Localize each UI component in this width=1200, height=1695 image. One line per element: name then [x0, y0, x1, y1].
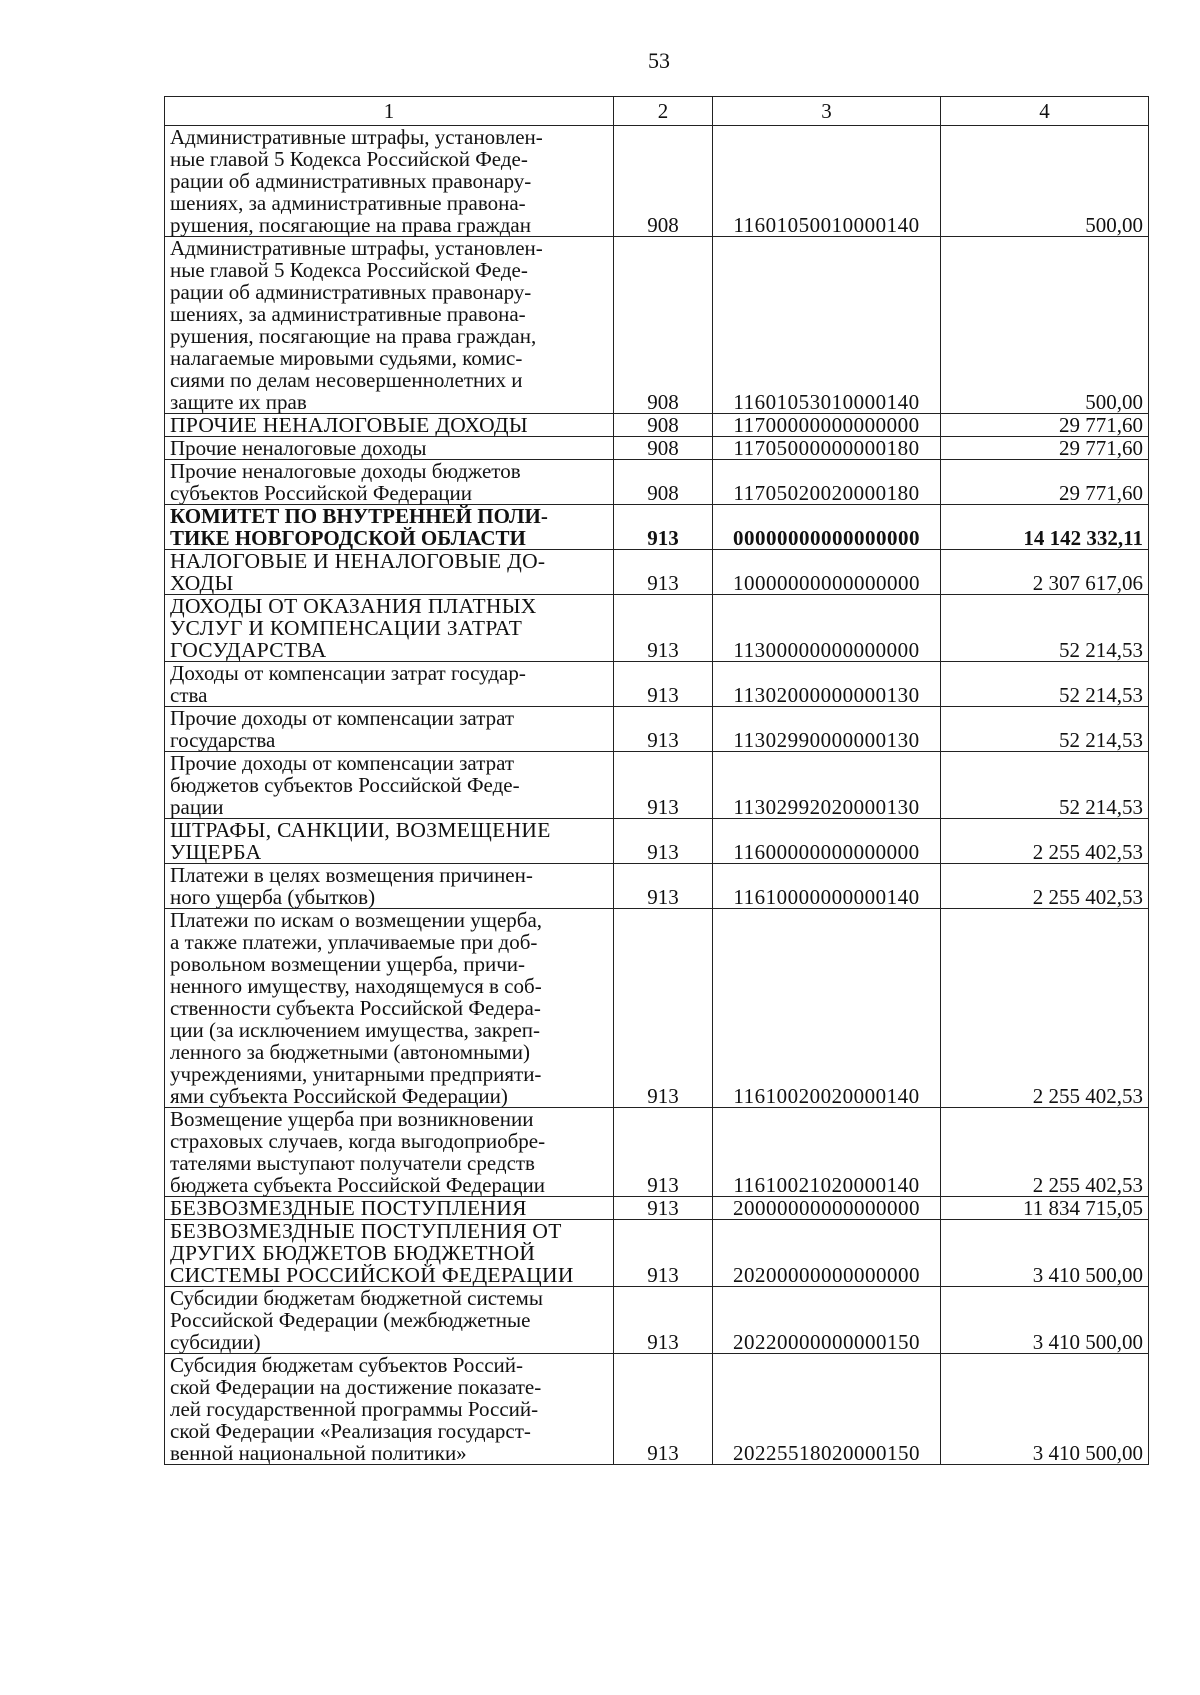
row-name-cell: Прочие доходы от компенсации затрат государства — [165, 707, 614, 752]
row-name-cell: Административные штрафы, установлен- ные главой 5 Кодекса Российской Феде- рации об административных правонару- шениях, за административные правона- рушения, посягающие на права граждан — [165, 126, 614, 237]
row-name-cell: ДОХОДЫ ОТ ОКАЗАНИЯ ПЛАТНЫХ УСЛУГ И КОМПЕНСАЦИИ ЗАТРАТ ГОСУДАРСТВА — [165, 595, 614, 662]
row-name-cell: НАЛОГОВЫЕ И НЕНАЛОГОВЫЕ ДО- ХОДЫ — [165, 550, 614, 595]
row-admin-code-cell: 908 — [614, 460, 713, 505]
row-classification-code-cell: 11601050010000140 — [713, 126, 941, 237]
row-name-cell: Платежи в целях возмещения причинен- ного ущерба (убытков) — [165, 864, 614, 909]
row-name-cell: Платежи по искам о возмещении ущерба, а также платежи, уплачиваемые при доб- ровольном возмещении ущерба, причи- ненного имуществу, находящемуся в соб- ственности субъекта Российской Федера- ции (за исключением имущества, закреп- ленного за бюджетными (автономными) учреждениями, унитарными предприяти- ями субъекта Российской Федерации) — [165, 909, 614, 1108]
table-body — [165, 126, 1149, 1465]
table-row — [165, 662, 1149, 707]
table-row — [165, 414, 1149, 437]
row-classification-code-cell: 11705020020000180 — [713, 460, 941, 505]
row-name-cell: БЕЗВОЗМЕЗДНЫЕ ПОСТУПЛЕНИЯ — [165, 1197, 614, 1220]
row-classification-code-cell: 11700000000000000 — [713, 414, 941, 437]
row-admin-code-cell: 913 — [614, 1287, 713, 1354]
row-classification-code-cell: 11601053010000140 — [713, 237, 941, 414]
row-name-cell: Доходы от компенсации затрат государ- ства — [165, 662, 614, 707]
row-name-cell: Прочие неналоговые доходы — [165, 437, 614, 460]
row-amount-cell: 2 255 402,53 — [941, 1108, 1149, 1197]
row-name-cell: КОМИТЕТ ПО ВНУТРЕННЕЙ ПОЛИ- ТИКЕ НОВГОРОДСКОЙ ОБЛАСТИ — [165, 505, 614, 550]
table-row — [165, 460, 1149, 505]
table-row — [165, 550, 1149, 595]
row-amount-cell: 2 307 617,06 — [941, 550, 1149, 595]
row-classification-code-cell: 10000000000000000 — [713, 550, 941, 595]
row-admin-code-cell: 913 — [614, 752, 713, 819]
row-classification-code-cell: 11610021020000140 — [713, 1108, 941, 1197]
row-admin-code-cell: 913 — [614, 595, 713, 662]
row-admin-code-cell: 913 — [614, 505, 713, 550]
table-row — [165, 595, 1149, 662]
revenue-table — [164, 96, 1149, 1465]
table-row — [165, 819, 1149, 864]
row-admin-code-cell: 913 — [614, 550, 713, 595]
row-admin-code-cell: 913 — [614, 662, 713, 707]
table-row — [165, 1197, 1149, 1220]
row-admin-code-cell: 913 — [614, 1197, 713, 1220]
row-classification-code-cell: 11705000000000180 — [713, 437, 941, 460]
row-amount-cell: 52 214,53 — [941, 707, 1149, 752]
row-amount-cell: 29 771,60 — [941, 414, 1149, 437]
row-classification-code-cell: 11600000000000000 — [713, 819, 941, 864]
table-row — [165, 126, 1149, 237]
row-admin-code-cell: 913 — [614, 1108, 713, 1197]
row-classification-code-cell: 11302000000000130 — [713, 662, 941, 707]
row-name-cell: Возмещение ущерба при возникновении страховых случаев, когда выгодоприобре- тателями выступают получатели средств бюджета субъекта Российской Федерации — [165, 1108, 614, 1197]
row-admin-code-cell: 908 — [614, 437, 713, 460]
column-header-3: 3 — [713, 97, 941, 126]
row-name-cell: Прочие доходы от компенсации затрат бюджетов субъектов Российской Феде- рации — [165, 752, 614, 819]
row-name-cell: Субсидии бюджетам бюджетной системы Российской Федерации (межбюджетные субсидии) — [165, 1287, 614, 1354]
row-classification-code-cell: 00000000000000000 — [713, 505, 941, 550]
table-row — [165, 1354, 1149, 1465]
page-number: 53 — [648, 48, 670, 73]
row-classification-code-cell: 20220000000000150 — [713, 1287, 941, 1354]
row-amount-cell: 29 771,60 — [941, 460, 1149, 505]
row-amount-cell: 2 255 402,53 — [941, 819, 1149, 864]
row-admin-code-cell: 908 — [614, 414, 713, 437]
row-name-cell: Административные штрафы, установлен- ные главой 5 Кодекса Российской Феде- рации об административных правонару- шениях, за административные правона- рушения, посягающие на права граждан, налагаемые мировыми судьями, комис- сиями по делам несовершеннолетних и защите их прав — [165, 237, 614, 414]
row-amount-cell: 500,00 — [941, 126, 1149, 237]
row-admin-code-cell: 913 — [614, 707, 713, 752]
row-amount-cell: 52 214,53 — [941, 595, 1149, 662]
table-header — [165, 97, 1149, 126]
table-row — [165, 1220, 1149, 1287]
row-amount-cell: 52 214,53 — [941, 662, 1149, 707]
row-admin-code-cell: 913 — [614, 864, 713, 909]
table-row — [165, 1108, 1149, 1197]
row-classification-code-cell: 20200000000000000 — [713, 1220, 941, 1287]
row-amount-cell: 3 410 500,00 — [941, 1220, 1149, 1287]
row-classification-code-cell: 11302990000000130 — [713, 707, 941, 752]
row-admin-code-cell: 908 — [614, 237, 713, 414]
row-amount-cell: 14 142 332,11 — [941, 505, 1149, 550]
row-admin-code-cell: 908 — [614, 126, 713, 237]
column-header-2: 2 — [614, 97, 713, 126]
row-classification-code-cell: 20225518020000150 — [713, 1354, 941, 1465]
table-row — [165, 237, 1149, 414]
row-amount-cell: 2 255 402,53 — [941, 909, 1149, 1108]
row-amount-cell: 11 834 715,05 — [941, 1197, 1149, 1220]
row-classification-code-cell: 11610020020000140 — [713, 909, 941, 1108]
row-admin-code-cell: 913 — [614, 819, 713, 864]
table-row — [165, 437, 1149, 460]
row-amount-cell: 3 410 500,00 — [941, 1287, 1149, 1354]
table-row — [165, 909, 1149, 1108]
column-header-1: 1 — [165, 97, 614, 126]
table-row — [165, 707, 1149, 752]
row-name-cell: Субсидия бюджетам субъектов Россий- ской Федерации на достижение показате- лей государственной программы Россий- ской Федерации «Реализация государст- венной национальной политики» — [165, 1354, 614, 1465]
column-header-4: 4 — [941, 97, 1149, 126]
row-amount-cell: 2 255 402,53 — [941, 864, 1149, 909]
row-amount-cell: 3 410 500,00 — [941, 1354, 1149, 1465]
row-name-cell: ШТРАФЫ, САНКЦИИ, ВОЗМЕЩЕНИЕ УЩЕРБА — [165, 819, 614, 864]
row-name-cell: БЕЗВОЗМЕЗДНЫЕ ПОСТУПЛЕНИЯ ОТ ДРУГИХ БЮДЖЕТОВ БЮДЖЕТНОЙ СИСТЕМЫ РОССИЙСКОЙ ФЕДЕРАЦИИ — [165, 1220, 614, 1287]
row-classification-code-cell: 11300000000000000 — [713, 595, 941, 662]
table-row — [165, 1287, 1149, 1354]
row-name-cell: Прочие неналоговые доходы бюджетов субъектов Российской Федерации — [165, 460, 614, 505]
row-amount-cell: 29 771,60 — [941, 437, 1149, 460]
row-classification-code-cell: 11610000000000140 — [713, 864, 941, 909]
row-admin-code-cell: 913 — [614, 1220, 713, 1287]
row-admin-code-cell: 913 — [614, 909, 713, 1108]
row-classification-code-cell: 11302992020000130 — [713, 752, 941, 819]
table-row — [165, 505, 1149, 550]
row-admin-code-cell: 913 — [614, 1354, 713, 1465]
table-row — [165, 752, 1149, 819]
row-amount-cell: 52 214,53 — [941, 752, 1149, 819]
row-name-cell: ПРОЧИЕ НЕНАЛОГОВЫЕ ДОХОДЫ — [165, 414, 614, 437]
row-classification-code-cell: 20000000000000000 — [713, 1197, 941, 1220]
row-amount-cell: 500,00 — [941, 237, 1149, 414]
table-row — [165, 864, 1149, 909]
